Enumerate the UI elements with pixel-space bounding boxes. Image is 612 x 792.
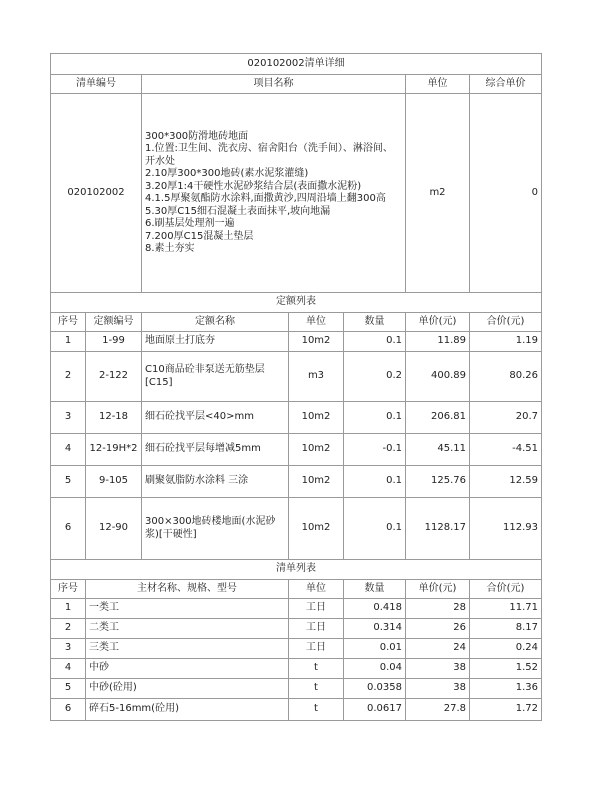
item-code: 020102002	[51, 94, 142, 293]
quota-qty: 0.1	[344, 466, 406, 498]
quota-code: 12-18	[86, 402, 142, 434]
item-desc-line: 1.位置:卫生间、洗衣房、宿舍阳台（洗手间）、淋浴间、开水处	[145, 143, 393, 167]
quota-total: 112.93	[470, 498, 542, 560]
quota-row	[51, 352, 542, 402]
material-name: 一类工	[86, 599, 289, 619]
item-desc-line: 8.素土夯实	[145, 243, 195, 254]
material-unit: t	[289, 659, 344, 679]
quota-row	[51, 434, 542, 466]
quota-total: 1.19	[470, 332, 542, 352]
quota-unit-price: 1128.17	[406, 498, 470, 560]
quota-qty: -0.1	[344, 434, 406, 466]
item-desc-line: 5.30厚C15细石混凝土表面抹平,坡向地漏	[145, 205, 331, 217]
quota-name: 细石砼找平层<40>mm	[142, 402, 289, 434]
quota-unit-price: 11.89	[406, 332, 470, 352]
material-name: 三类工	[86, 639, 289, 659]
material-unit: 工日	[289, 639, 344, 659]
item-price: 0	[470, 94, 542, 293]
quota-row	[51, 498, 542, 560]
material-unit: 工日	[289, 599, 344, 619]
quota-name: 地面原土打底夯	[142, 332, 289, 352]
materials-header-name: 主材名称、规格、型号	[86, 580, 289, 599]
quota-total: -4.51	[470, 434, 542, 466]
quota-name: 刷聚氨脂防水涂料 三涂	[142, 466, 289, 498]
material-unit-price: 28	[406, 599, 470, 619]
quota-name: C10商品砼非泵送无筋垫层[C15]	[142, 352, 289, 402]
materials-header-total: 合价(元)	[470, 580, 542, 599]
material-row	[51, 679, 542, 699]
material-index: 2	[51, 619, 86, 639]
material-name: 中砂	[86, 659, 289, 679]
quota-index: 4	[51, 434, 86, 466]
material-name: 二类工	[86, 619, 289, 639]
bill-detail-table	[50, 53, 542, 721]
quota-unit: 10m2	[289, 332, 344, 352]
materials-section-title: 清单列表	[51, 560, 542, 580]
item-desc-line: 7.200厚C15混凝土垫层	[145, 230, 254, 242]
materials-header-qty: 数量	[344, 580, 406, 599]
item-unit: m2	[406, 94, 470, 293]
item-desc-line: 2.10厚300*300地砖(素水泥浆灌缝)	[145, 168, 309, 179]
material-name: 中砂(砼用)	[86, 679, 289, 699]
quota-unit: m3	[289, 352, 344, 402]
material-row	[51, 619, 542, 639]
material-name: 碎石5-16mm(砼用)	[86, 699, 289, 721]
materials-header-unit: 单位	[289, 580, 344, 599]
material-unit-price: 26	[406, 619, 470, 639]
quota-header-total: 合价(元)	[470, 313, 542, 332]
materials-section-row	[51, 560, 542, 580]
header-code: 清单编号	[51, 75, 142, 94]
quota-index: 6	[51, 498, 86, 560]
quota-unit-price: 125.76	[406, 466, 470, 498]
material-unit: t	[289, 699, 344, 721]
quota-code: 9-105	[86, 466, 142, 498]
quota-header-unit: 单位	[289, 313, 344, 332]
quota-unit-price: 45.11	[406, 434, 470, 466]
item-desc-line: 4.1.5厚聚氨酯防水涂料,面撒黄沙,四周沿墙上翻300高	[145, 193, 386, 204]
material-total: 8.17	[470, 619, 542, 639]
sheet-title: 020102002清单详细	[51, 54, 542, 75]
material-index: 1	[51, 599, 86, 619]
quota-total: 80.26	[470, 352, 542, 402]
title-row	[51, 54, 542, 75]
quota-header-name: 定额名称	[142, 313, 289, 332]
quota-row	[51, 466, 542, 498]
material-total: 1.52	[470, 659, 542, 679]
bill-detail-sheet	[50, 53, 541, 721]
material-total: 11.71	[470, 599, 542, 619]
material-qty: 0.0358	[344, 679, 406, 699]
materials-header-row	[51, 580, 542, 599]
header-name: 项目名称	[142, 75, 406, 94]
quota-total: 20.7	[470, 402, 542, 434]
quota-unit: 10m2	[289, 434, 344, 466]
material-index: 6	[51, 699, 86, 721]
material-qty: 0.0617	[344, 699, 406, 721]
quota-index: 3	[51, 402, 86, 434]
material-index: 3	[51, 639, 86, 659]
quota-row	[51, 402, 542, 434]
materials-header-index: 序号	[51, 580, 86, 599]
quota-code: 1-99	[86, 332, 142, 352]
quota-unit: 10m2	[289, 498, 344, 560]
quota-code: 12-19H*2	[86, 434, 142, 466]
material-row	[51, 659, 542, 679]
bill-item-row	[51, 94, 542, 293]
material-index: 5	[51, 679, 86, 699]
quota-unit-price: 400.89	[406, 352, 470, 402]
material-qty: 0.04	[344, 659, 406, 679]
quota-row	[51, 332, 542, 352]
quota-name: 300×300地砖楼地面(水泥砂浆)[干硬性]	[142, 498, 289, 560]
material-index: 4	[51, 659, 86, 679]
quota-header-code: 定额编号	[86, 313, 142, 332]
material-row	[51, 699, 542, 721]
bill-header-row	[51, 75, 542, 94]
quota-qty: 0.1	[344, 332, 406, 352]
item-description	[142, 94, 406, 293]
quota-unit-price: 206.81	[406, 402, 470, 434]
quota-name: 细石砼找平层每增减5mm	[142, 434, 289, 466]
quota-section-title: 定额列表	[51, 293, 542, 313]
material-unit: 工日	[289, 619, 344, 639]
item-desc-line: 6.刷基层处理剂一遍	[145, 218, 235, 229]
material-total: 1.36	[470, 679, 542, 699]
quota-qty: 0.2	[344, 352, 406, 402]
quota-code: 12-90	[86, 498, 142, 560]
material-row	[51, 639, 542, 659]
quota-header-index: 序号	[51, 313, 86, 332]
material-unit: t	[289, 679, 344, 699]
quota-index: 2	[51, 352, 86, 402]
quota-header-row	[51, 313, 542, 332]
header-unit: 单位	[406, 75, 470, 94]
quota-qty: 0.1	[344, 402, 406, 434]
quota-header-unit-price: 单价(元)	[406, 313, 470, 332]
item-desc-line: 300*300防滑地砖地面	[145, 130, 249, 142]
material-qty: 0.418	[344, 599, 406, 619]
item-desc-line: 3.20厚1:4干硬性水泥砂浆结合层(表面撒水泥粉)	[145, 180, 362, 192]
material-row	[51, 599, 542, 619]
quota-section-row	[51, 293, 542, 313]
quota-index: 5	[51, 466, 86, 498]
quota-index: 1	[51, 332, 86, 352]
material-total: 0.24	[470, 639, 542, 659]
quota-qty: 0.1	[344, 498, 406, 560]
header-price: 综合单价	[470, 75, 542, 94]
quota-code: 2-122	[86, 352, 142, 402]
material-unit-price: 38	[406, 679, 470, 699]
quota-total: 12.59	[470, 466, 542, 498]
material-unit-price: 27.8	[406, 699, 470, 721]
materials-header-unit-price: 单价(元)	[406, 580, 470, 599]
material-qty: 0.314	[344, 619, 406, 639]
material-qty: 0.01	[344, 639, 406, 659]
material-total: 1.72	[470, 699, 542, 721]
quota-unit: 10m2	[289, 466, 344, 498]
quota-unit: 10m2	[289, 402, 344, 434]
material-unit-price: 38	[406, 659, 470, 679]
quota-header-qty: 数量	[344, 313, 406, 332]
material-unit-price: 24	[406, 639, 470, 659]
